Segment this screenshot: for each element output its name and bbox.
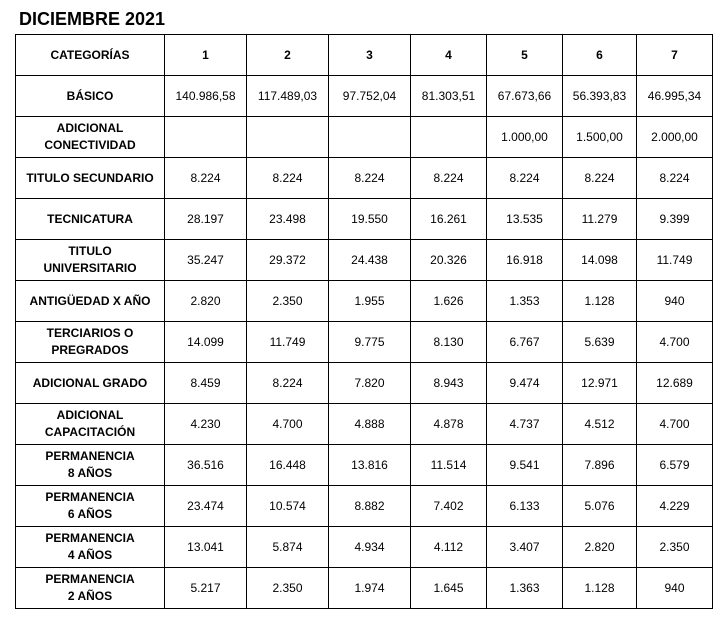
- table-cell: 11.279: [563, 199, 637, 240]
- table-cell: 4.230: [165, 404, 247, 445]
- row-label-line: TITULO SECUNDARIO: [26, 170, 154, 185]
- table-cell: 8.224: [487, 158, 563, 199]
- row-label: [16, 199, 165, 240]
- table-cell: 2.350: [247, 568, 329, 609]
- table-cell: 46.995,34: [637, 76, 713, 117]
- table-cell: 940: [637, 568, 713, 609]
- table-cell: 35.247: [165, 240, 247, 281]
- table-cell: 14.099: [165, 322, 247, 363]
- table-cell: 5.217: [165, 568, 247, 609]
- row-label: [16, 281, 165, 322]
- table-cell: 14.098: [563, 240, 637, 281]
- table-cell: 7.820: [329, 363, 411, 404]
- table-cell: 7.896: [563, 445, 637, 486]
- table-cell: 6.767: [487, 322, 563, 363]
- table-row: [16, 76, 713, 117]
- header-category-2: 2: [247, 35, 329, 76]
- row-label-line: TECNICATURA: [47, 211, 133, 226]
- row-label: [16, 322, 165, 363]
- table-header-row: [16, 35, 713, 76]
- table-cell: 9.541: [487, 445, 563, 486]
- row-label-line: ANTIGÜEDAD X AÑO: [29, 293, 151, 308]
- table-cell: 67.673,66: [487, 76, 563, 117]
- table-cell: 4.112: [411, 527, 487, 568]
- table-cell: 1.128: [563, 281, 637, 322]
- row-label-line: PERMANENCIA: [45, 531, 135, 545]
- table-row: [16, 445, 713, 486]
- row-label-line: PERMANENCIA: [45, 449, 135, 463]
- table-cell: 8.224: [329, 158, 411, 199]
- row-label: [16, 76, 165, 117]
- table-cell: 13.041: [165, 527, 247, 568]
- row-label: [16, 363, 165, 404]
- table-row: [16, 117, 713, 158]
- table-cell: 81.303,51: [411, 76, 487, 117]
- table-cell: 8.943: [411, 363, 487, 404]
- table-cell: 4.737: [487, 404, 563, 445]
- table-cell: 8.224: [563, 158, 637, 199]
- table-cell: 4.878: [411, 404, 487, 445]
- table-cell: 2.820: [165, 281, 247, 322]
- table-cell: 5.639: [563, 322, 637, 363]
- header-category-1: 1: [165, 35, 247, 76]
- table-cell: 2.350: [637, 527, 713, 568]
- table-cell: 9.775: [329, 322, 411, 363]
- table-cell: 4.934: [329, 527, 411, 568]
- table-cell: 8.130: [411, 322, 487, 363]
- table-cell: 1.955: [329, 281, 411, 322]
- row-label-line: ADICIONAL GRADO: [32, 375, 148, 390]
- header-category-4: 4: [411, 35, 487, 76]
- table-row: [16, 281, 713, 322]
- table-cell: 1.645: [411, 568, 487, 609]
- row-label: [16, 527, 165, 568]
- row-label-line: PREGRADOS: [51, 343, 129, 357]
- table-cell: [247, 117, 329, 158]
- table-cell: 6.133: [487, 486, 563, 527]
- table-cell: 1.974: [329, 568, 411, 609]
- row-label: [16, 117, 165, 158]
- table-cell: 6.579: [637, 445, 713, 486]
- table-cell: 16.918: [487, 240, 563, 281]
- table-cell: 140.986,58: [165, 76, 247, 117]
- table-cell: 2.350: [247, 281, 329, 322]
- table-cell: 7.402: [411, 486, 487, 527]
- table-row: [16, 404, 713, 445]
- table-cell: 56.393,83: [563, 76, 637, 117]
- row-label-line: CONECTIVIDAD: [44, 138, 136, 152]
- table-cell: 8.459: [165, 363, 247, 404]
- table-cell: 97.752,04: [329, 76, 411, 117]
- table-cell: 19.550: [329, 199, 411, 240]
- row-label-line: UNIVERSITARIO: [43, 261, 137, 275]
- table-cell: 1.626: [411, 281, 487, 322]
- table-row: [16, 486, 713, 527]
- table-cell: 23.498: [247, 199, 329, 240]
- table-cell: 12.689: [637, 363, 713, 404]
- table-cell: 23.474: [165, 486, 247, 527]
- table-row: [16, 240, 713, 281]
- table-row: [16, 568, 713, 609]
- table-cell: 1.128: [563, 568, 637, 609]
- table-cell: 9.474: [487, 363, 563, 404]
- table-cell: 12.971: [563, 363, 637, 404]
- table-cell: 13.816: [329, 445, 411, 486]
- table-cell: 940: [637, 281, 713, 322]
- row-label-line: TITULO: [68, 244, 112, 258]
- table-cell: 4.512: [563, 404, 637, 445]
- table-cell: 8.224: [411, 158, 487, 199]
- table-cell: 29.372: [247, 240, 329, 281]
- row-label-line: BÁSICO: [66, 88, 114, 103]
- table-cell: 4.229: [637, 486, 713, 527]
- table-row: [16, 363, 713, 404]
- table-cell: 5.874: [247, 527, 329, 568]
- table-cell: 117.489,03: [247, 76, 329, 117]
- table-cell: [329, 117, 411, 158]
- row-label-line: 2 AÑOS: [67, 589, 113, 603]
- row-label: [16, 486, 165, 527]
- header-category-7: 7: [637, 35, 713, 76]
- table-cell: 16.448: [247, 445, 329, 486]
- table-cell: 1.500,00: [563, 117, 637, 158]
- row-label: [16, 445, 165, 486]
- table-cell: 8.882: [329, 486, 411, 527]
- row-label-line: CAPACITACIÓN: [44, 425, 136, 439]
- row-label-line: ADICIONAL: [56, 408, 124, 422]
- table-cell: 11.514: [411, 445, 487, 486]
- table-cell: 11.749: [247, 322, 329, 363]
- table-cell: 4.888: [329, 404, 411, 445]
- table-row: [16, 322, 713, 363]
- table-cell: 1.353: [487, 281, 563, 322]
- row-label: [16, 240, 165, 281]
- table-cell: 9.399: [637, 199, 713, 240]
- row-label-line: PERMANENCIA: [45, 572, 135, 586]
- row-label-line: 4 AÑOS: [67, 548, 113, 562]
- table-cell: 1.000,00: [487, 117, 563, 158]
- row-label-line: 6 AÑOS: [67, 507, 113, 521]
- table-cell: 4.700: [637, 404, 713, 445]
- table-row: [16, 199, 713, 240]
- header-categorias: CATEGORÍAS: [16, 35, 165, 76]
- row-label: [16, 158, 165, 199]
- table-cell: 13.535: [487, 199, 563, 240]
- table-cell: 3.407: [487, 527, 563, 568]
- table-cell: 16.261: [411, 199, 487, 240]
- table-cell: 10.574: [247, 486, 329, 527]
- row-label-line: PERMANENCIA: [45, 490, 135, 504]
- row-label: [16, 568, 165, 609]
- header-category-5: 5: [487, 35, 563, 76]
- header-category-3: 3: [329, 35, 411, 76]
- table-cell: 24.438: [329, 240, 411, 281]
- table-cell: 5.076: [563, 486, 637, 527]
- row-label: [16, 404, 165, 445]
- page-title: DICIEMBRE 2021: [19, 9, 166, 29]
- table-cell: 4.700: [637, 322, 713, 363]
- row-label-line: ADICIONAL: [56, 121, 124, 135]
- table-cell: 4.700: [247, 404, 329, 445]
- row-label-line: TERCIARIOS O: [46, 326, 134, 340]
- table-cell: [411, 117, 487, 158]
- table-cell: 28.197: [165, 199, 247, 240]
- row-label-line: 8 AÑOS: [67, 466, 113, 480]
- table-cell: 8.224: [247, 158, 329, 199]
- table-cell: 20.326: [411, 240, 487, 281]
- salary-table: [15, 34, 713, 609]
- header-category-6: 6: [563, 35, 637, 76]
- table-cell: 2.820: [563, 527, 637, 568]
- table-cell: 1.363: [487, 568, 563, 609]
- table-cell: 2.000,00: [637, 117, 713, 158]
- table-cell: [165, 117, 247, 158]
- table-cell: 8.224: [165, 158, 247, 199]
- table-cell: 8.224: [247, 363, 329, 404]
- table-row: [16, 158, 713, 199]
- table-cell: 11.749: [637, 240, 713, 281]
- table-cell: 8.224: [637, 158, 713, 199]
- table-cell: 36.516: [165, 445, 247, 486]
- table-row: [16, 527, 713, 568]
